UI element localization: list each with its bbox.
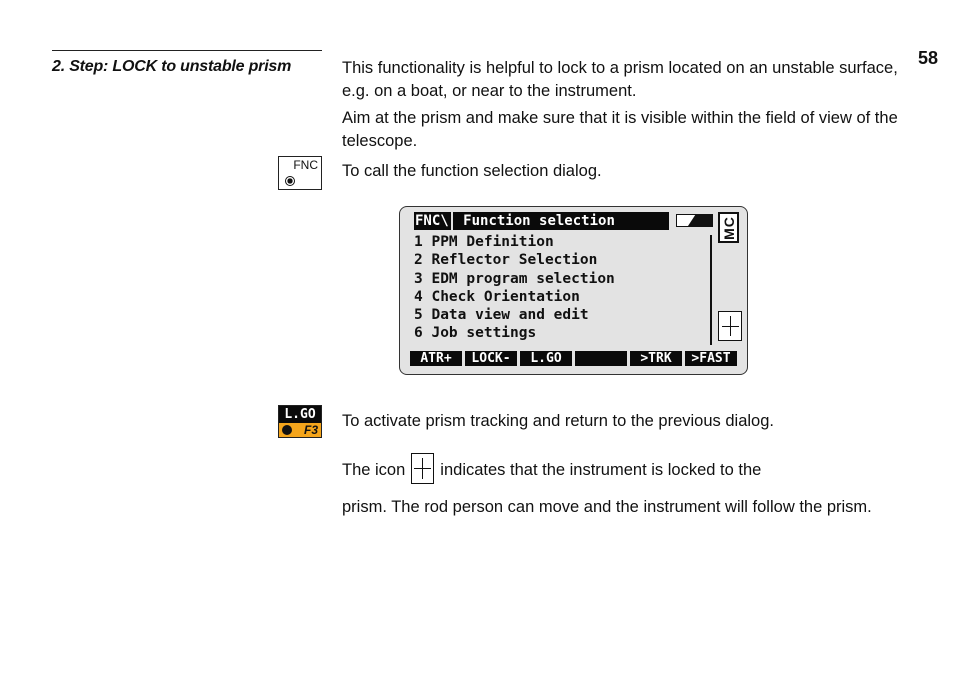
fnc-key[interactable] — [278, 156, 322, 190]
section-title: 2. Step: LOCK to unstable prism — [52, 58, 292, 75]
function-menu — [414, 233, 615, 343]
softkey-atr[interactable]: ATR+ — [410, 351, 462, 366]
softkey-empty[interactable] — [575, 351, 627, 366]
lgo-key-label: L.GO — [279, 406, 321, 423]
radio-dot-icon — [285, 176, 295, 186]
screen-title: Function selection — [463, 213, 615, 229]
radio-dot-icon — [282, 425, 292, 435]
screen-titlebar — [414, 212, 669, 230]
icon-paragraph: The icon indicates that the instrument is locked to the — [342, 455, 902, 486]
follow-paragraph: prism. The rod person can move and the instrument will follow the prism. — [342, 498, 872, 516]
scroll-divider — [710, 235, 712, 345]
lgo-description: To activate prism tracking and return to the previous dialog. — [342, 412, 774, 430]
instrument-screen — [399, 206, 748, 375]
softkey-trk[interactable]: >TRK — [630, 351, 682, 366]
softkey-lgo[interactable]: L.GO — [520, 351, 572, 366]
intro-paragraph: This functionality is helpful to lock to a prism located on an unstable surface, e.g. on a boat, or near to the instrument. — [342, 59, 898, 100]
aim-paragraph: Aim at the prism and make sure that it is visible within the field of view of the telescope. — [342, 109, 898, 150]
fnc-description: To call the function selection dialog. — [342, 162, 602, 180]
menu-item-check-orientation[interactable]: 4 Check Orientation — [414, 288, 580, 305]
fnc-key-label: FNC — [293, 158, 318, 172]
mc-badge: MC — [718, 212, 739, 243]
menu-item-job-settings[interactable]: 6 Job settings — [414, 325, 537, 342]
lgo-key[interactable] — [278, 405, 322, 438]
screen-title-prefix: FNC\ — [415, 213, 449, 229]
softkey-bar — [410, 351, 738, 366]
prism-lock-icon — [718, 311, 742, 341]
prism-lock-icon — [411, 453, 434, 484]
softkey-lock[interactable]: LOCK- — [465, 351, 517, 366]
menu-item-edm-program[interactable]: 3 EDM program selection — [414, 270, 615, 287]
battery-icon — [676, 214, 713, 227]
menu-item-data-view[interactable]: 5 Data view and edit — [414, 307, 589, 324]
menu-item-reflector[interactable]: 2 Reflector Selection — [414, 252, 598, 269]
softkey-fast[interactable]: >FAST — [685, 351, 737, 366]
menu-item-ppm[interactable]: 1 PPM Definition — [414, 234, 554, 250]
section-rule — [52, 50, 322, 51]
page-number: 58 — [918, 48, 939, 68]
f3-key-label: F3 — [303, 423, 318, 437]
